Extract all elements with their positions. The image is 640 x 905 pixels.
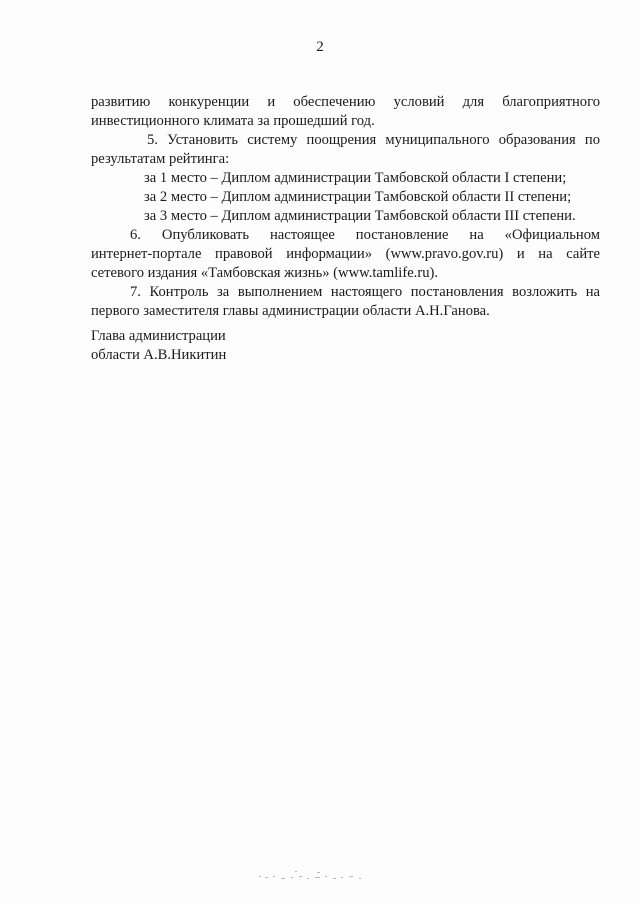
paragraph-5 [91,131,600,226]
text-line: 7. Контроль за выполнением настоящего постановления возложить на [130,284,600,300]
paragraph-4-continuation [91,93,600,131]
text-line: 5. Установить систему поощрения муниципального образования по [147,132,600,148]
award-item-3: за 3 место – Диплом администрации Тамбовской области III степени. [144,208,576,224]
text-line: развитию конкуренции и обеспечению условий для благоприятного [91,94,600,110]
text-line: первого заместителя главы администрации области А.Н.Ганова. [91,303,490,319]
scan-artifact [255,870,375,884]
signature-title: Глава администрации [91,328,226,344]
text-line: результатам рейтинга: [91,151,230,167]
text-line: 6. Опубликовать настоящее постановление на «Официальном [130,227,600,243]
document-body [91,93,600,321]
text-line: интернет-портале правовой информации» (www.pravo.gov.ru) и на сайте [91,246,600,262]
text-line: инвестиционного климата за прошедший год. [91,113,375,129]
paragraph-7 [91,283,600,321]
award-item-1: за 1 место – Диплом администрации Тамбовской области I степени; [144,170,567,186]
text-line: сетевого издания «Тамбовская жизнь» (www.tamlife.ru). [91,265,438,281]
signature-name: области А.В.Никитин [91,347,227,363]
page-number: 2 [316,39,324,55]
award-item-2: за 2 место – Диплом администрации Тамбовской области II степени; [144,189,572,205]
signature-block [91,327,391,365]
paragraph-6 [91,226,600,283]
